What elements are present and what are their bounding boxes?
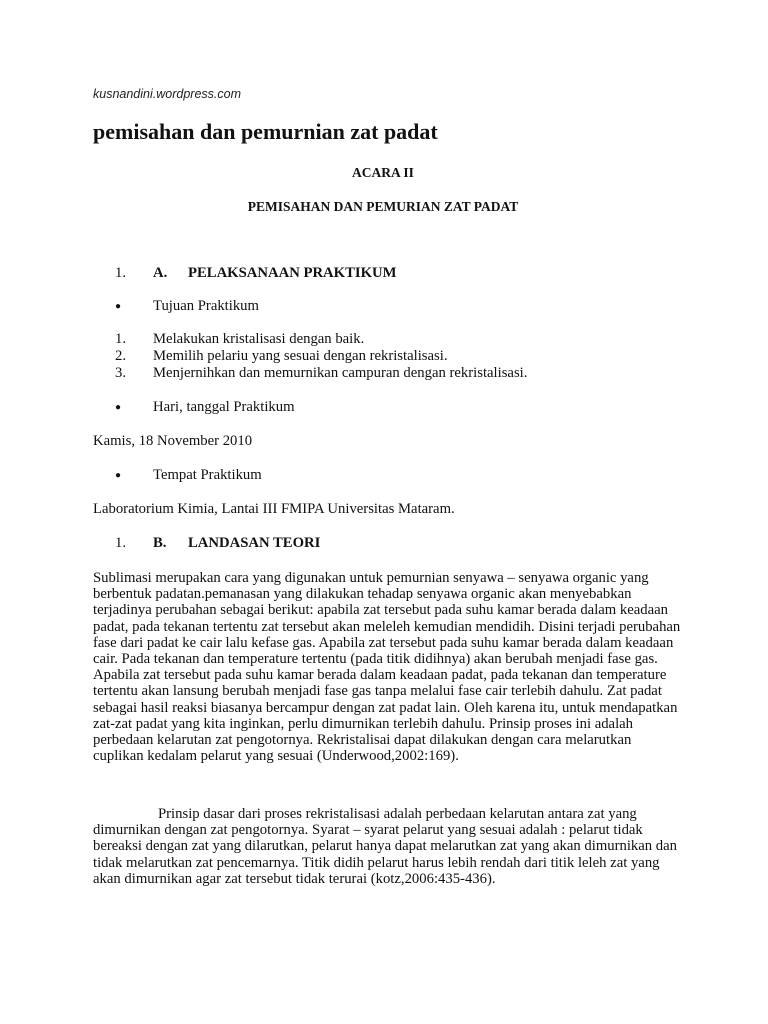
site-header[interactable]: kusnandini.wordpress.com xyxy=(93,87,241,101)
list-item xyxy=(93,331,527,348)
bullet-dot-icon: ● xyxy=(115,301,122,312)
tempat-value: Laboratorium Kimia, Lantai III FMIPA Universitas Mataram. xyxy=(93,501,455,517)
list-item-text: Melakukan kristalisasi dengan baik. xyxy=(153,331,365,347)
list-item-text: Menjernihkan dan memurnikan campuran dengan rekristalisasi. xyxy=(153,365,528,382)
paragraph-1: Sublimasi merupakan cara yang digunakan untuk pemurnian senyawa – senyawa organic yang berbentuk padatan.pemanasan yang dilakukan tehadap senyawa organic akan menyebabkan terjadinya perubahan sebagai berikut: apabila zat tersebut pada suhu kamar berada dalam keadaan padat, pada tekanan tertentu zat tersebut akan meleleh kemudian mendidih. Disini terjadi perubahan fase dari padat ke cair lalu kefase gas. Apabila zat tersebut pada suhu kamar berada dalam keadaan cair. Pada tekanan dan temperature tertentu (pada titik didihnya) akan berubah menjadi fase gas. Apabila zat tersebut pada suhu kamar berada dalam keadaan padat, pada tekanan dan temperature tertentu akan lansung berubah menjadi fase gas tanpa melalui fase cair terlebih dahulu. Zat padat sebagai hasil reaksi biasanya bercampur dengan zat padat lain. Oleh karena itu, untuk mendapatkan zat-zat padat yang kita inginkan, perlu dimurnikan terlebih dahulu. Prinsip proses ini adalah perbedaan kelarutan zat pengotornya. Rekristalisai dapat dilakukan dengan cara melarutkan cuplikan kedalam pelarut yang sesuai (Underwood,2002:169). xyxy=(93,570,681,765)
bullet-tujuan-label: Tujuan Praktikum xyxy=(153,298,259,314)
bullet-tempat-label: Tempat Praktikum xyxy=(153,467,262,483)
section-a-number: 1. xyxy=(115,265,127,281)
section-b-letter: B. xyxy=(153,535,167,551)
section-b-number: 1. xyxy=(115,535,127,551)
section-a-text: PELAKSANAAN PRAKTIKUM xyxy=(188,265,397,281)
list-item-text: Memilih pelariu yang sesuai dengan rekristalisasi. xyxy=(153,348,448,365)
bullet-hari-label: Hari, tanggal Praktikum xyxy=(153,399,295,415)
section-b-text: LANDASAN TEORI xyxy=(188,535,321,551)
acara-heading: ACARA II xyxy=(352,165,414,180)
bullet-tempat xyxy=(93,467,262,484)
list-item-number: 3. xyxy=(115,365,127,382)
hari-value: Kamis, 18 November 2010 xyxy=(93,433,253,449)
subtitle-heading: PEMISAHAN DAN PEMURIAN ZAT PADAT xyxy=(247,199,519,214)
tujuan-list xyxy=(93,331,527,383)
section-a-heading xyxy=(93,265,397,282)
paragraph-2: Prinsip dasar dari proses rekristalisasi adalah perbedaan kelarutan antara zat yang dimurnikan dengan zat pengotornya. Syarat – syarat pelarut yang sesuai adalah : pelarut tidak bereaksi dengan zat yang dilarutkan, pelarut hanya dapat melarutkan zat yang akan dimurnikan dan tidak melarutkan zat pencemarnya. Titik didih pelarut harus lebih rendah dari titik leleh zat yang akan dimurnikan agar zat tersebut tidak terurai (kotz,2006:435-436). xyxy=(93,806,678,887)
bullet-dot-icon: ● xyxy=(115,470,122,481)
bullet-hari xyxy=(93,399,295,416)
bullet-dot-icon: ● xyxy=(115,402,122,413)
list-item-number: 2. xyxy=(115,348,127,365)
list-item xyxy=(93,365,527,382)
section-b-heading xyxy=(93,535,320,552)
bullet-tujuan xyxy=(93,298,259,315)
section-a-letter: A. xyxy=(153,265,168,281)
document-title: pemisahan dan pemurnian zat padat xyxy=(93,119,438,144)
list-item-number: 1. xyxy=(115,331,127,347)
list-item xyxy=(93,348,527,365)
